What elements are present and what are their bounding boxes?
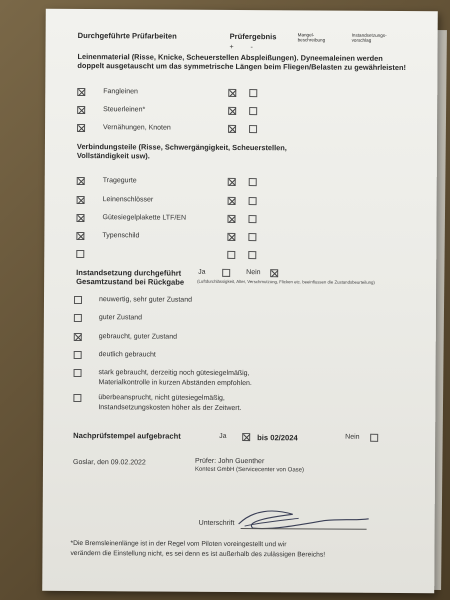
result-minus-checkbox[interactable]: [249, 125, 257, 133]
signature-label: Unterschrift: [198, 519, 235, 527]
footnote-line-1: *Die Bremsleinenlänge ist in der Regel vom Piloten voreingestellt und wir: [70, 539, 287, 549]
row-label: Typenschild: [102, 232, 140, 240]
checkbox-leinenschloesser[interactable]: [77, 196, 85, 204]
condition-note: (Luftdurchlässigkeit, Alter, Verschmutzung, Flicken etc. beeinflussen die Zustandsbeurteilung): [197, 278, 375, 285]
condition-option-label-line2: Instandsetzungskosten höher als der Zeitwert.: [98, 404, 242, 413]
row-label: Tragegurte: [102, 177, 137, 185]
result-minus-checkbox[interactable]: [249, 89, 257, 97]
result-plus-checkbox[interactable]: [228, 125, 236, 133]
result-plus-checkbox[interactable]: [228, 197, 236, 205]
row-label: Leinenschlösser: [102, 196, 154, 204]
header-minus: -: [250, 44, 253, 52]
repair-ja-label: Ja: [198, 268, 206, 276]
result-plus-checkbox[interactable]: [227, 215, 235, 223]
section-line-material-title: Leinenmaterial (Risse, Knicke, Scheuerstellen Abspleißungen). Dyneemaleinen werden doppelt ausgetauscht um das symmetrische Längen beim Fliegen/Belasten zu gewährleisten!: [77, 52, 407, 73]
result-plus-checkbox[interactable]: [227, 251, 235, 259]
row-label: Fangleinen: [103, 88, 138, 96]
footnote-line-2: verändern die Einstellung nicht, es sei denn es ist außerhalb des zulässigen Bereichs!: [70, 549, 326, 559]
row-label: Steuerleinen*: [103, 106, 146, 114]
stamp-until: bis 02/2024: [257, 433, 298, 443]
stamp-ja-checkbox[interactable]: [242, 433, 250, 441]
stamp-nein-label: Nein: [345, 433, 360, 441]
checkbox-tragegurte[interactable]: [77, 177, 85, 185]
result-plus-checkbox[interactable]: [227, 233, 235, 241]
condition-option-label: neuwertig, sehr guter Zustand: [98, 296, 193, 304]
inspector-name: Prüfer: John Guenther: [194, 457, 265, 466]
result-plus-checkbox[interactable]: [228, 89, 236, 97]
result-minus-checkbox[interactable]: [249, 107, 257, 115]
checkbox-vernaehungen[interactable]: [77, 124, 85, 132]
checkbox-typenschild[interactable]: [76, 232, 84, 240]
place-date: Goslar, den 09.02.2022: [72, 458, 146, 467]
stamp-nein-checkbox[interactable]: [370, 434, 378, 442]
condition-checkbox[interactable]: [73, 394, 81, 402]
condition-checkbox[interactable]: [74, 369, 82, 377]
section-connectors-title: Verbindungsteile (Risse, Schwergängigkeit, Scheuerstellen, Vollständigkeit usw).: [76, 142, 287, 161]
header-repair-suggestion: Instandsetzungs-vorschlag: [351, 32, 387, 44]
condition-checkbox[interactable]: [74, 351, 82, 359]
header-defect-description: Mangel-beschreibung: [297, 32, 326, 43]
inspection-form-page: [42, 9, 438, 593]
result-minus-checkbox[interactable]: [248, 233, 256, 241]
row-label: Vernähungen, Knoten: [103, 124, 171, 132]
result-plus-checkbox[interactable]: [228, 107, 236, 115]
condition-checkbox[interactable]: [74, 333, 82, 341]
condition-title: Gesamtzustand bei Rückgabe: [76, 276, 185, 287]
repair-ja-checkbox[interactable]: [222, 269, 230, 277]
condition-option-label: guter Zustand: [98, 314, 143, 322]
checkbox-steuerleinen[interactable]: [77, 106, 85, 114]
condition-option-label: gebraucht, guter Zustand: [98, 333, 178, 341]
condition-option-label: überbeansprucht, nicht gütesiegelmäßig,: [98, 394, 225, 402]
stamp-label: Nachprüfstempel aufgebracht: [73, 430, 181, 441]
result-plus-checkbox[interactable]: [228, 178, 236, 186]
header-result: Prüfergebnis: [229, 31, 277, 42]
result-minus-checkbox[interactable]: [249, 197, 257, 205]
repair-nein-label: Nein: [246, 269, 261, 277]
result-minus-checkbox[interactable]: [248, 215, 256, 223]
condition-option-label: deutlich gebraucht: [98, 351, 156, 359]
stamp-ja-label: Ja: [219, 432, 227, 440]
repair-nein-checkbox[interactable]: [270, 269, 278, 277]
row-label: Gütesiegelplakette LTF/EN: [102, 214, 187, 222]
condition-checkbox[interactable]: [74, 314, 82, 322]
repair-label: Instandsetzung durchgeführt: [76, 267, 182, 278]
checkbox-empty[interactable]: [76, 250, 84, 258]
condition-checkbox[interactable]: [74, 296, 82, 304]
result-minus-checkbox[interactable]: [248, 251, 256, 259]
result-minus-checkbox[interactable]: [249, 178, 257, 186]
condition-option-label-line2: Materialkontrolle in kurzen Abständen empfohlen.: [98, 379, 252, 388]
condition-option-label: stark gebraucht, derzeitig noch gütesiegelmäßig,: [98, 369, 250, 378]
checkbox-fangleinen[interactable]: [77, 88, 85, 96]
inspector-company: Kontest GmbH (Servicecenter von Oase): [194, 466, 305, 474]
header-plus: +: [229, 43, 234, 51]
checkbox-guetesiegelplakette[interactable]: [76, 214, 84, 222]
signature-scribble: [233, 504, 373, 535]
header-work: Durchgeführte Prüfarbeiten: [77, 31, 177, 41]
